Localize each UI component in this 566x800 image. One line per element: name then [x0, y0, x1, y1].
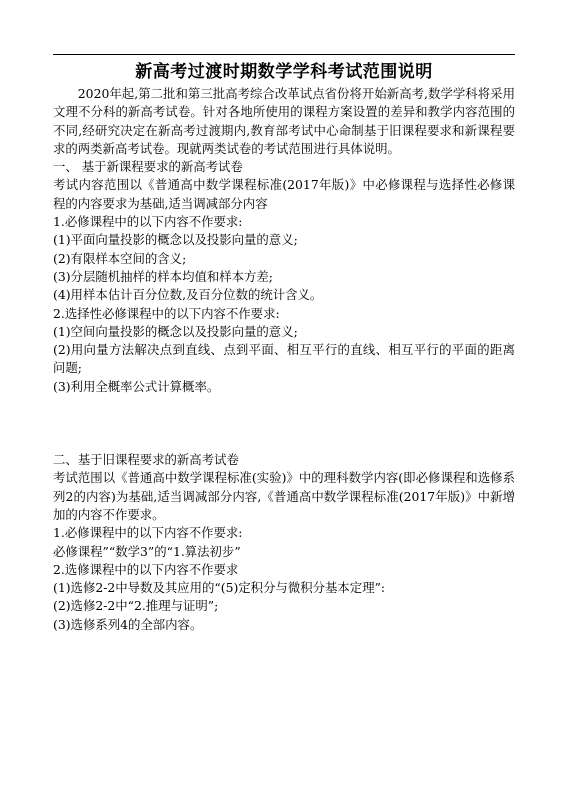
section-spacer — [53, 396, 515, 451]
list-item: (4)用样本估计百分位数,及百分位数的统计含义。 — [53, 287, 323, 303]
list-item: (3)选修系列4的全部内容。 — [53, 616, 203, 632]
list-item: (1)选修2-2中导数及其应用的“(5)定积分与微积分基本定理”: — [53, 580, 386, 596]
intro-paragraph: 2020年起,第二批和第三批高考综合改革试点省份将开始新高考,数学学科将采用文理不分科的新高考试卷。针对各地所使用的课程方案设置的差异和教学内容范围的不同,经研究决定在新高考过渡期内,教育部考试中心命制基于旧课程要求和新课程要求的两类新高考试卷。现就两类试卷的考试范围进行具体说明。 — [53, 86, 515, 156]
section1-part1-title: 1.必修课程中的以下内容不作要求: — [53, 214, 243, 230]
header-rule — [53, 54, 515, 55]
list-item: (3)利用全概率公式计算概率。 — [53, 378, 220, 394]
section1-heading: 一、 基于新课程要求的新高考试卷 — [53, 159, 243, 175]
list-item: (2)有限样本空间的含义; — [53, 250, 187, 266]
document-body — [53, 85, 515, 634]
list-item: (1)空间向量投影的概念以及投影向量的意义; — [53, 323, 298, 339]
list-item: 必修课程”“数学3”的“1.算法初步” — [53, 543, 241, 559]
document-title: 新高考过渡时期数学学科考试范围说明 — [135, 62, 433, 82]
section1-part2-title: 2.选择性必修课程中的以下内容不作要求: — [53, 305, 280, 321]
section2-heading: 二、基于旧课程要求的新高考试卷 — [53, 452, 239, 468]
section2-scope: 考试范围以《普通高中数学课程标准(实验)》中的理科数学内容(即必修课程和选修系列2的内容)为基础,适当调减部分内容,《普通高中数学课程标准(2017年版)》中新增加的内容不作要求。 — [53, 470, 515, 522]
list-item: (3)分层随机抽样的样本均值和样本方差; — [53, 268, 273, 284]
list-item: (2)选修2-2中“2.推理与证明”; — [53, 598, 219, 614]
list-item: (1)平面向量投影的概念以及投影向量的意义; — [53, 232, 298, 248]
list-item: (2)用向量方法解决点到直线、点到平面、相互平行的直线、相互平行的平面的距离问题; — [53, 342, 515, 376]
section2-part1-title: 1.必修课程中的以下内容不作要求: — [53, 525, 243, 541]
section2-part2-title: 2.选修课程中的以下内容不作要求 — [53, 561, 239, 577]
section1-scope: 考试内容范围以《普通高中数学课程标准(2017年版)》中必修课程与选择性必修课程的内容要求为基础,适当调减部分内容 — [53, 177, 515, 211]
